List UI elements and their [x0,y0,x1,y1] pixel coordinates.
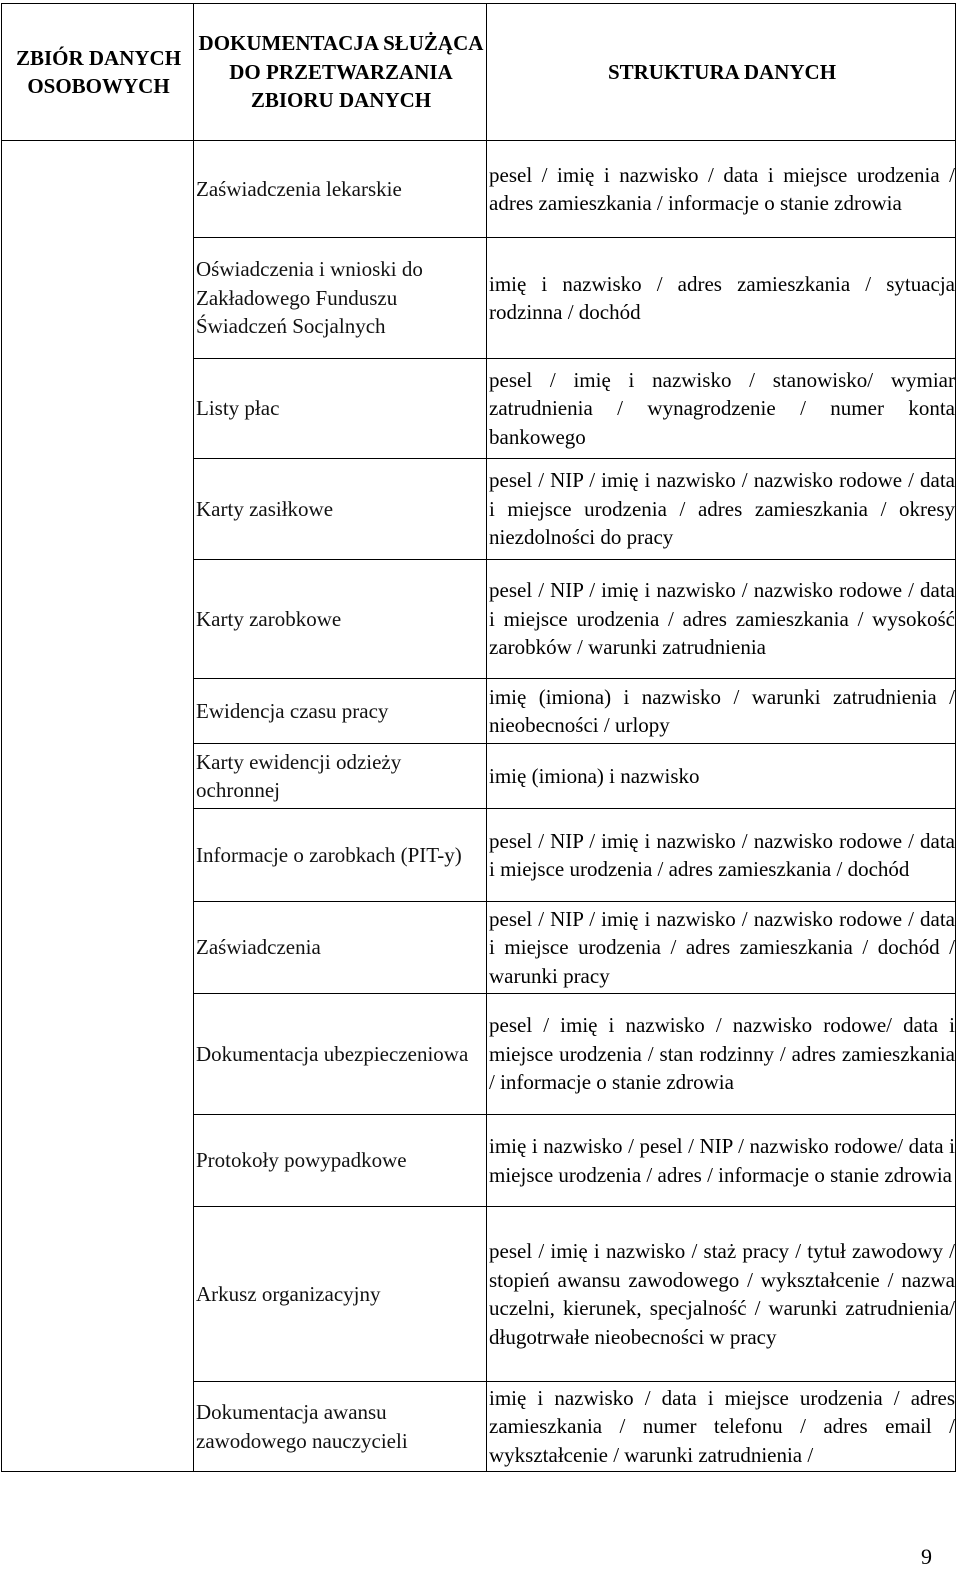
doc-name-cell: Arkusz organizacyjny [194,1207,487,1382]
data-structure-cell: imię i nazwisko / adres zamieszkania / sytuacja rodzinna / dochód [487,238,956,359]
header-dokumentacja: DOKUMENTACJA SŁUŻĄCA DO PRZETWARZANIA ZBIORU DANYCH [194,4,487,141]
doc-name-cell: Listy płac [194,359,487,459]
data-structure-cell: pesel / NIP / imię i nazwisko / nazwisko rodowe / data i miejsce urodzenia / adres zamieszkania / wysokość zarobków / warunki zatrudnienia [487,560,956,679]
header-zbior-danych: ZBIÓR DANYCH OSOBOWYCH [2,4,194,141]
data-structure-cell: imię (imiona) i nazwisko / warunki zatrudnienia / nieobecności / urlopy [487,679,956,744]
header-struktura-danych: STRUKTURA DANYCH [487,4,956,141]
data-structure-cell: pesel / imię i nazwisko / nazwisko rodowe/ data i miejsce urodzenia / stan rodzinny / adres zamieszkania / informacje o stanie zdrowia [487,994,956,1115]
data-structure-cell: pesel / imię i nazwisko / staż pracy / tytuł zawodowy / stopień awansu zawodowego / wykształcenie / nazwa uczelni, kierunek, specjalność / warunki zatrudnienia/ długotrwałe nieobecności w pracy [487,1207,956,1382]
zbior-column-cell [2,141,194,1472]
data-structure-cell: pesel / imię i nazwisko / stanowisko/ wymiar zatrudnienia / wynagrodzenie / numer konta bankowego [487,359,956,459]
doc-name-cell: Dokumentacja awansu zawodowego nauczycieli [194,1382,487,1472]
data-structure-cell: imię i nazwisko / data i miejsce urodzenia / adres zamieszkania / numer telefonu / adres email / wykształcenie / warunki zatrudnienia / [487,1382,956,1472]
data-structure-cell: pesel / NIP / imię i nazwisko / nazwisko rodowe / data i miejsce urodzenia / adres zamieszkania / dochód / warunki pracy [487,902,956,994]
data-structure-cell: imię i nazwisko / pesel / NIP / nazwisko rodowe/ data i miejsce urodzenia / adres / informacje o stanie zdrowia [487,1115,956,1207]
data-structure-cell: pesel / NIP / imię i nazwisko / nazwisko rodowe / data i miejsce urodzenia / adres zamieszkania / okresy niezdolności do pracy [487,459,956,560]
doc-name-cell: Informacje o zarobkach (PIT-y) [194,809,487,902]
doc-name-cell: Karty zarobkowe [194,560,487,679]
page-number: 9 [921,1544,932,1569]
doc-name-cell: Zaświadczenia [194,902,487,994]
table-row [2,141,956,238]
doc-name-cell: Karty zasiłkowe [194,459,487,560]
table-header-row [2,4,956,141]
data-structure-cell: imię (imiona) i nazwisko [487,744,956,809]
data-structure-table [1,3,956,1472]
doc-name-cell: Karty ewidencji odzieży ochronnej [194,744,487,809]
data-structure-cell: pesel / imię i nazwisko / data i miejsce urodzenia / adres zamieszkania / informacje o stanie zdrowia [487,141,956,238]
data-structure-cell: pesel / NIP / imię i nazwisko / nazwisko rodowe / data i miejsce urodzenia / adres zamieszkania / dochód [487,809,956,902]
doc-name-cell: Protokoły powypadkowe [194,1115,487,1207]
doc-name-cell: Zaświadczenia lekarskie [194,141,487,238]
doc-name-cell: Dokumentacja ubezpieczeniowa [194,994,487,1115]
doc-name-cell: Ewidencja czasu pracy [194,679,487,744]
doc-name-cell: Oświadczenia i wnioski do Zakładowego Funduszu Świadczeń Socjalnych [194,238,487,359]
